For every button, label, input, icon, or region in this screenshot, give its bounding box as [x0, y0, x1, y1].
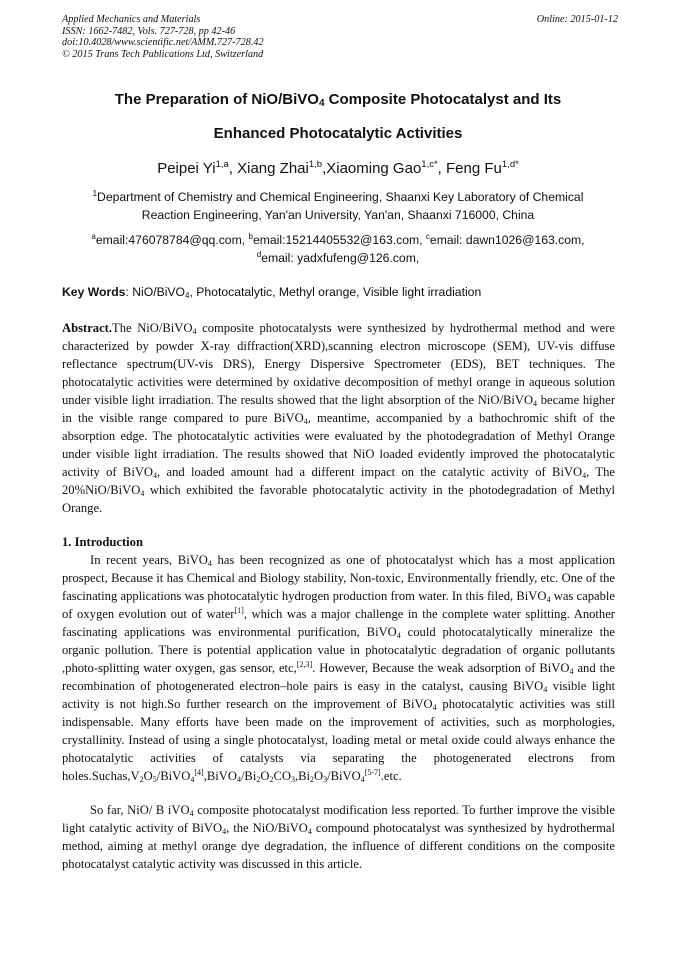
author-emails: $^a$email:476078784@qq.com, $^b$email:15214405532@163.com, $^c$email: dawn1026@163.com, $^d$email: yadxfufeng@126.com,: [91, 232, 585, 265]
journal-header: [62, 14, 618, 60]
paper-title-line-1: The Preparation of NiO/BiVO$_4$ Composite Photocatalyst and Its: [114, 91, 562, 109]
introduction-paragraph-1: In recent years, BiVO$_4$ has been recognized as one of photocatalyst which has a most application prospect, Because it has Chemical and Biology stability, Non-toxic, Environmentally friendly, etc. One of the fascinating applications was photocatalytic hydrogen production from water. In this filed, BiVO$_4$ was capable of oxygen evolution out of water[1], which was a major challenge in the complete water splitting. Another fascinating applications was environmental purification, BiVO$_4$ could photocatalytically mineralize the organic pollution. There is potential application value in photocatalytic degradation of organic pollutants ,photo-splitting water oxygen, gas sensor, etc,[2,3]. However, Because the weak adsorption of BiVO$_4$ and the recombination of photogenerated electron–hole pairs is easy in the catalyst, causing BiVO$_4$ visible light activity is not high.So further research on the improvement of BiVO$_4$ photocatalytic activities was still indispensable. Many efforts have been made on the improvement of activities, such as morphologies, crystallinity. Instead of using a single photocatalyst, loading metal or metal oxide could always enhance the photocatalytic activities of catalysts via separating the photogenerated electrons from $holes.Suchas,V_2O_5/BiVO_4[4],BiVO_4/Bi_2O_2CO_3,Bi_2O_3/BiVO_4[5-7].etc$.: [62, 553, 616, 784]
keywords-label: Key Words: [62, 285, 126, 299]
author-list: Peipei Yi$^{1,a}$, Xiang Zhai$^{1,b}$,Xiaoming Gao$^{1,c*}$, Feng $Fu^{1,d*}$: [157, 159, 519, 177]
doi-line: doi:10.4028/www.scientific.net/AMM.727-728.42: [62, 37, 264, 49]
citation-ref[interactable]: [5-7]: [364, 768, 381, 777]
author-name: Feng Fu: [446, 160, 502, 177]
author-name: Xiang Zhai: [237, 160, 309, 177]
section-heading-introduction: 1. Introduction: [62, 535, 143, 549]
citation-ref[interactable]: [1]: [234, 606, 244, 615]
online-date: Online: 2015-01-12: [536, 14, 618, 25]
copyright-line: © 2015 Trans Tech Publications Ltd, Switzerland: [62, 48, 264, 60]
keywords: Key Words: NiO/BiVO$_4$, Photocatalytic, Methyl orange, Visible light irradiation: [62, 285, 482, 300]
email-link[interactable]: email: yadxfufeng@126.com,: [261, 251, 420, 265]
introduction-paragraph-2: So far, NiO/ B iVO$_4$ composite photocatalyst modification less reported. To further improve the visible light catalytic activity of BiVO$_4$, the NiO/BiVO$_4$ compound photocatalyst was synthesized by hydrothermal method, aiming at methyl orange dye degradation, the influence of different conditions on the composite photocatalyst catalytic activity was discussed in this article.: [62, 803, 615, 871]
journal-name: Applied Mechanics and Materials: [62, 14, 201, 25]
email-link[interactable]: email: dawn1026@163.com,: [429, 233, 585, 247]
citation-ref[interactable]: [2,3]: [296, 660, 313, 669]
author-name: Xiaoming Gao: [326, 160, 422, 177]
abstract-label: Abstract.: [62, 321, 113, 335]
author-name: Peipei Yi: [157, 160, 216, 177]
affiliation: $^1$Department of Chemistry and Chemical Engineering, Shaanxi Key Laboratory of Chemical Reaction Engineering, Yan'an University, Yan'an, Shaanxi 716000, China: [92, 189, 584, 222]
email-link[interactable]: email:476078784@qq.com,: [95, 233, 249, 247]
abstract: Abstract.The NiO/BiVO$_4$ composite photocatalysts were synthesized by hydrothermal method and were characterized by powder X-ray diffraction(XRD),scanning electron microscope (SEM), UV-vis diffuse reflectance spectrum(UV-vis DRS), Energy Dispersive Spectrometer (EDS), BET techniques. The photocatalytic activities were determined by oxidative decomposition of methyl orange in aqueous solution under visible light irradiation. The results showed that the light absorption of the NiO/BiVO$_4$ became higher in the visible range compared to pure BiVO$_4$, meantime, accompanied by a bathochromic shift of the absorption edge. The photocatalytic activities were evaluated by the photodegradation of Methyl Orange under visible light irradiation. The results showed that NiO loaded evidently improved the photocatalytic activity of BiVO$_4$, and loaded amount had a different impact on the catalytic activity of BiVO$_4$, The 20%NiO/BiVO$_4$ which exhibited the favorable photocatalytic activity in the photodegradation of Methyl Orange.: [62, 321, 616, 515]
citation-ref[interactable]: [4]: [194, 768, 204, 777]
paper-title-line-2: Enhanced Photocatalytic Activities: [213, 125, 463, 142]
email-link[interactable]: email:15214405532@163.com,: [252, 233, 426, 247]
issn-line: ISSN: 1662-7482, Vols. 727-728, pp 42-46: [62, 25, 236, 37]
